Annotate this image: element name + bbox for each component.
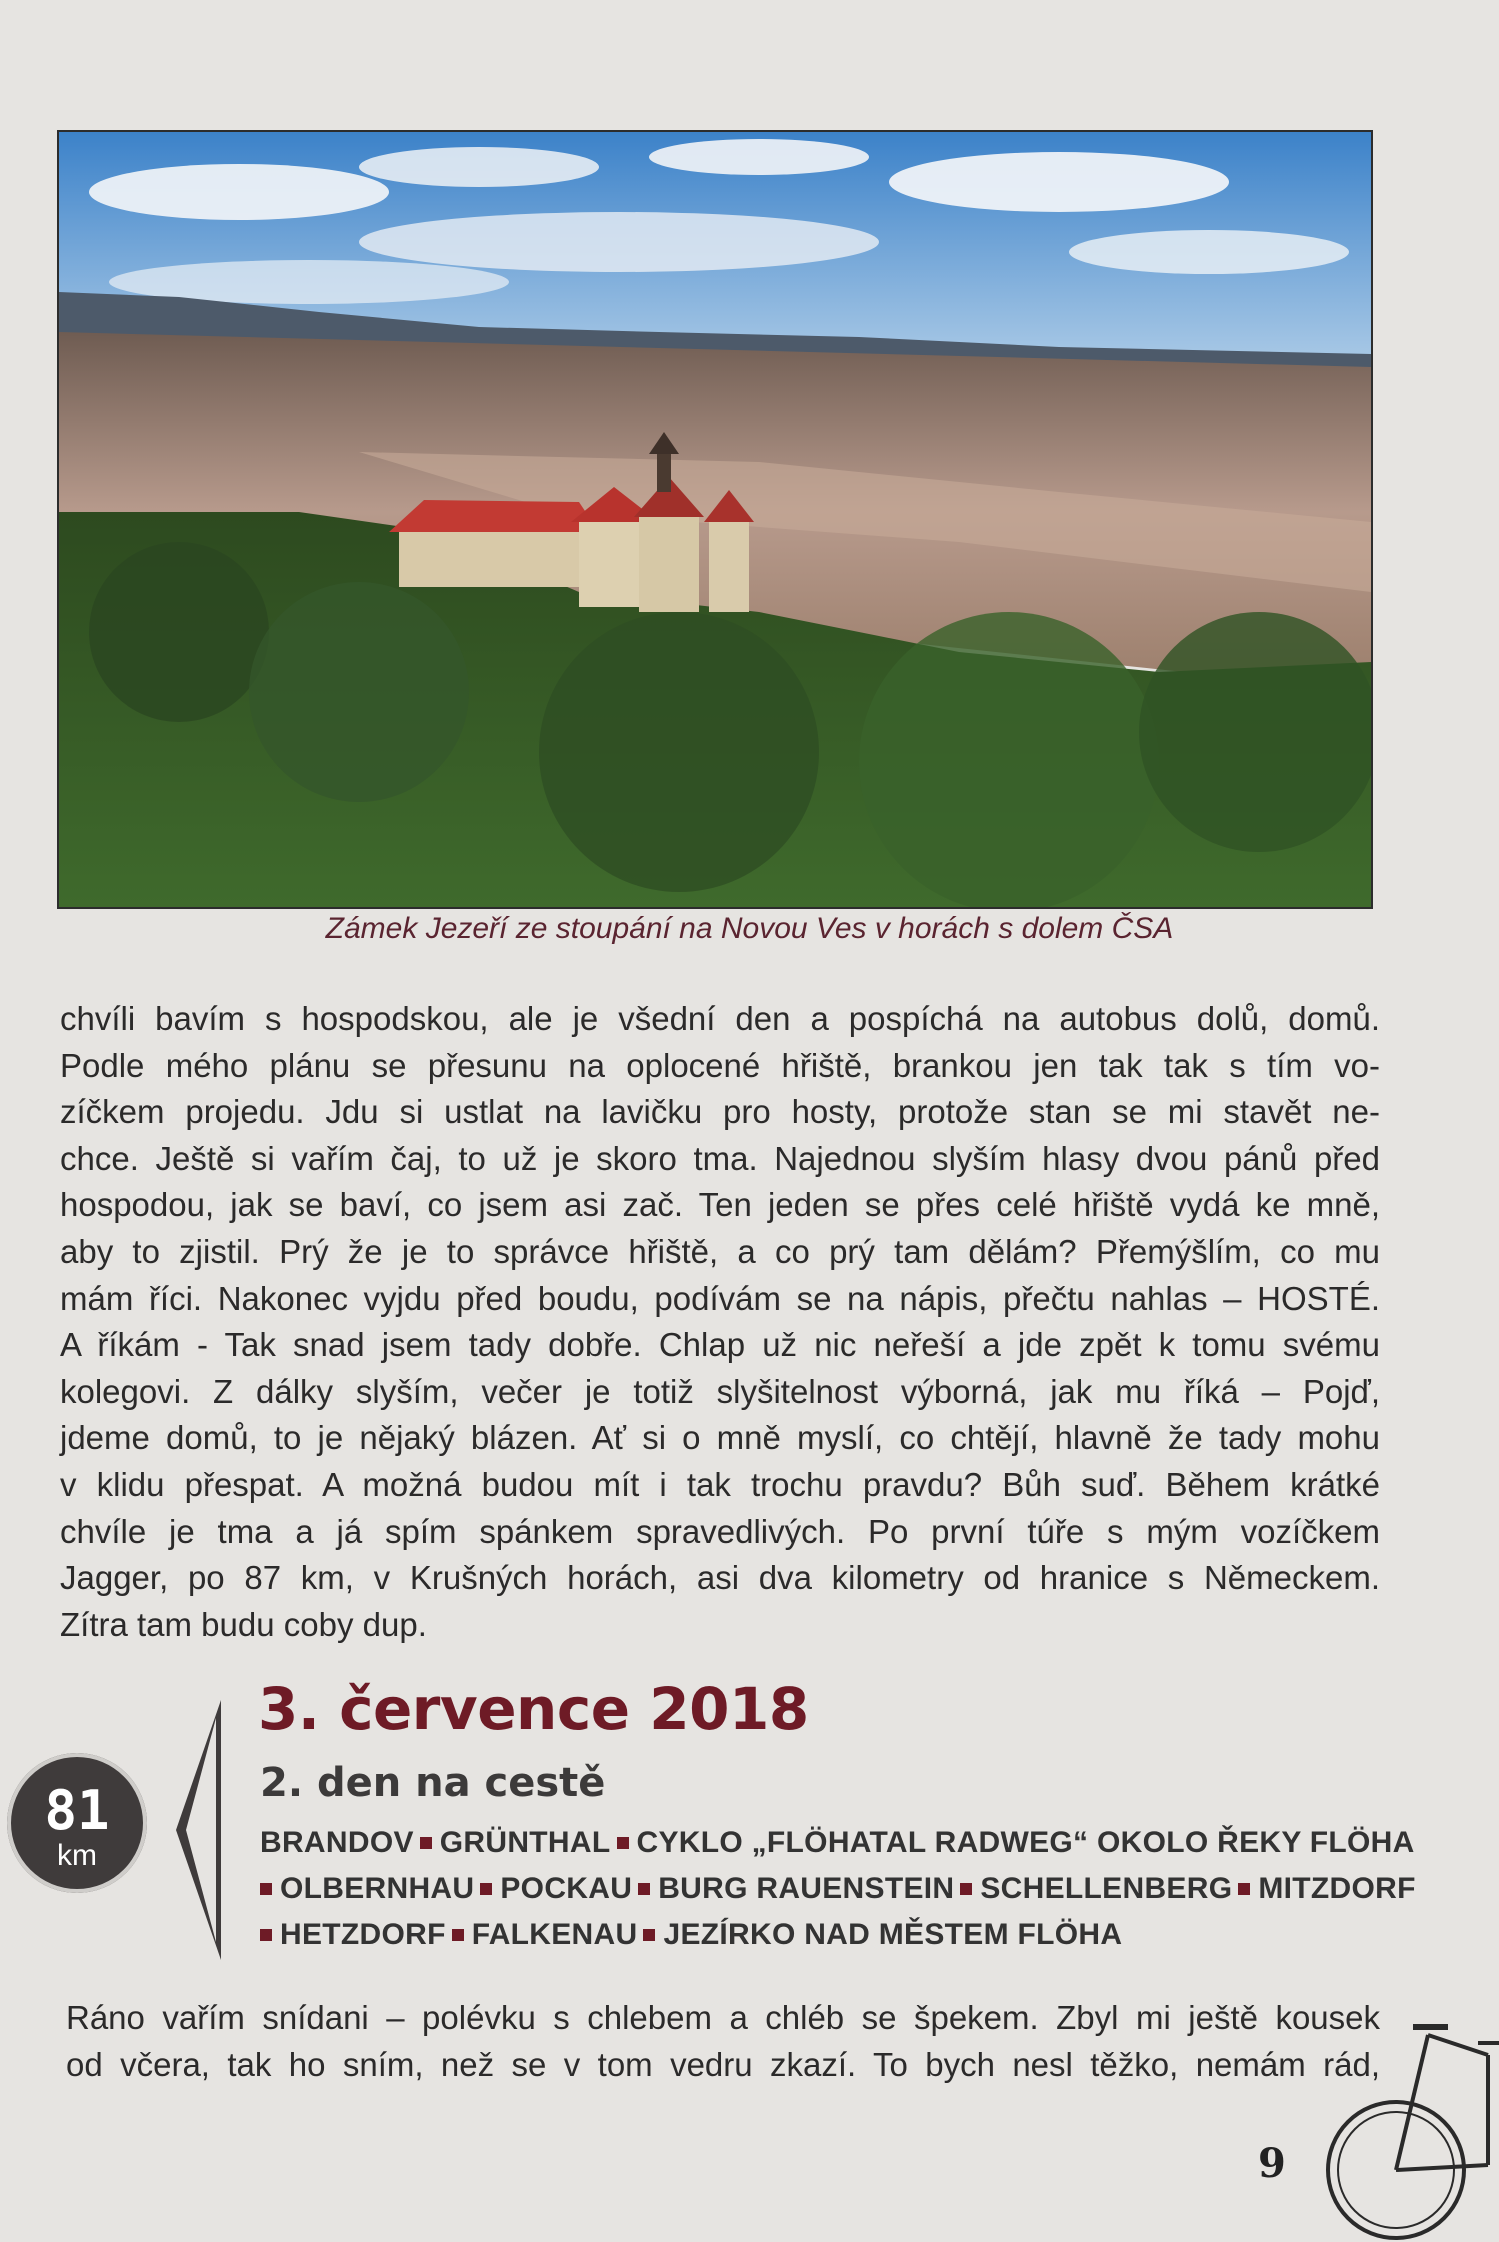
- square-bullet-icon: [260, 1929, 272, 1941]
- chevron-left-icon: [176, 1700, 221, 1960]
- body-paragraph: [60, 996, 1380, 1648]
- text-line: mám říci. Nakonec vyjdu před boudu, podívám se na nápis, přečtu nahlas – HOSTÉ.: [60, 1279, 1380, 1317]
- distance-value: 81: [44, 1779, 110, 1842]
- section-day-heading: 2. den na cestě: [260, 1760, 606, 1806]
- route-stop: FALKENAU: [471, 1918, 638, 1951]
- route-stop: OLBERNHAU: [280, 1872, 475, 1905]
- text-line: Ráno vařím snídani – polévku s chlebem a chléb se špekem. Zbyl mi ještě kousek: [66, 1999, 1380, 2036]
- landscape-image: [59, 132, 1371, 907]
- photo-caption: Zámek Jezeří ze stoupání na Novou Ves v horách s dolem ČSA: [325, 912, 1174, 945]
- route-stop: BURG RAUENSTEIN: [658, 1872, 955, 1905]
- text-line: v klidu přespat. A možná budou mít i tak trochu pravdu? Bůh suď. Během krátké: [60, 1465, 1380, 1503]
- text-line: chvíli bavím s hospodskou, ale je všední den a pospíchá na autobus dolů, domů.: [60, 1000, 1380, 1037]
- text-line: hospodou, jak se baví, co jsem asi zač. Ten jeden se přes celé hřiště vydá ke mně,: [60, 1186, 1380, 1224]
- text-line: Zítra tam budu coby dup.: [60, 1605, 427, 1643]
- text-line: A říkám - Tak snad jsem tady dobře. Chlap už nic neřeší a jde zpět k tomu svému: [60, 1326, 1380, 1364]
- square-bullet-icon: [420, 1837, 432, 1849]
- square-bullet-icon: [643, 1929, 655, 1941]
- square-bullet-icon: [1238, 1883, 1250, 1895]
- square-bullet-icon: [960, 1883, 972, 1895]
- text-line: chce. Ještě si vařím čaj, to už je skoro tma. Najednou slyším hlasy dvou pánů před: [60, 1139, 1380, 1177]
- route-stop: MITZDORF: [1258, 1872, 1416, 1905]
- square-bullet-icon: [452, 1929, 464, 1941]
- route-stop: SCHELLENBERG: [980, 1872, 1233, 1905]
- route-stop: CYKLO „FLÖHATAL RADWEG“ OKOLO ŘEKY FLÖHA: [636, 1826, 1415, 1859]
- distance-badge: [7, 1753, 147, 1893]
- text-line: Jagger, po 87 km, v Krušných horách, asi dva kilometry od hranice s Německem.: [60, 1559, 1380, 1597]
- body-paragraph: [66, 1995, 1380, 2088]
- text-line: Podle mého plánu se přesunu na oplocené hřiště, brankou jen tak tak s tím vo-: [60, 1046, 1380, 1084]
- bicycle-icon: [1318, 2015, 1499, 2242]
- square-bullet-icon: [260, 1883, 272, 1895]
- route-line: [260, 1918, 1380, 1952]
- text-line: kolegovi. Z dálky slyším, večer je totiž slyšitelnost výborná, jak mu říká – Pojď,: [60, 1372, 1380, 1410]
- distance-unit: km: [57, 1839, 97, 1872]
- route-stop: JEZÍRKO NAD MĚSTEM FLÖHA: [663, 1918, 1123, 1951]
- route-stop: HETZDORF: [280, 1918, 446, 1951]
- section-date-heading: 3. července 2018: [258, 1675, 809, 1743]
- square-bullet-icon: [617, 1837, 629, 1849]
- route-stop: GRÜNTHAL: [439, 1826, 611, 1859]
- route-stop: BRANDOV: [260, 1826, 414, 1859]
- square-bullet-icon: [638, 1883, 650, 1895]
- text-line: chvíle je tma a já spím spánkem spravedlivých. Po první túře s mým vozíčkem: [60, 1512, 1380, 1550]
- text-line: od včera, tak ho sním, než se v tom vedru zkazí. To bych nesl těžko, nemám rád,: [66, 2045, 1380, 2083]
- text-line: zíčkem projedu. Jdu si ustlat na lavičku pro hosty, protože stan se mi stavět ne-: [60, 1093, 1380, 1131]
- route-line: [260, 1872, 1416, 1906]
- route-line: [260, 1826, 1415, 1860]
- text-line: aby to zjistil. Prý že je to správce hřiště, a co prý tam dělám? Přemýšlím, co mu: [60, 1232, 1380, 1270]
- page-number: 9: [1258, 2140, 1286, 2187]
- square-bullet-icon: [480, 1883, 492, 1895]
- route-stop: POCKAU: [500, 1872, 633, 1905]
- text-line: jdeme domů, to je nějaký blázen. Ať si o mně myslí, co chtějí, hlavně že tady mohu: [60, 1419, 1380, 1457]
- castle-photo: [57, 130, 1373, 909]
